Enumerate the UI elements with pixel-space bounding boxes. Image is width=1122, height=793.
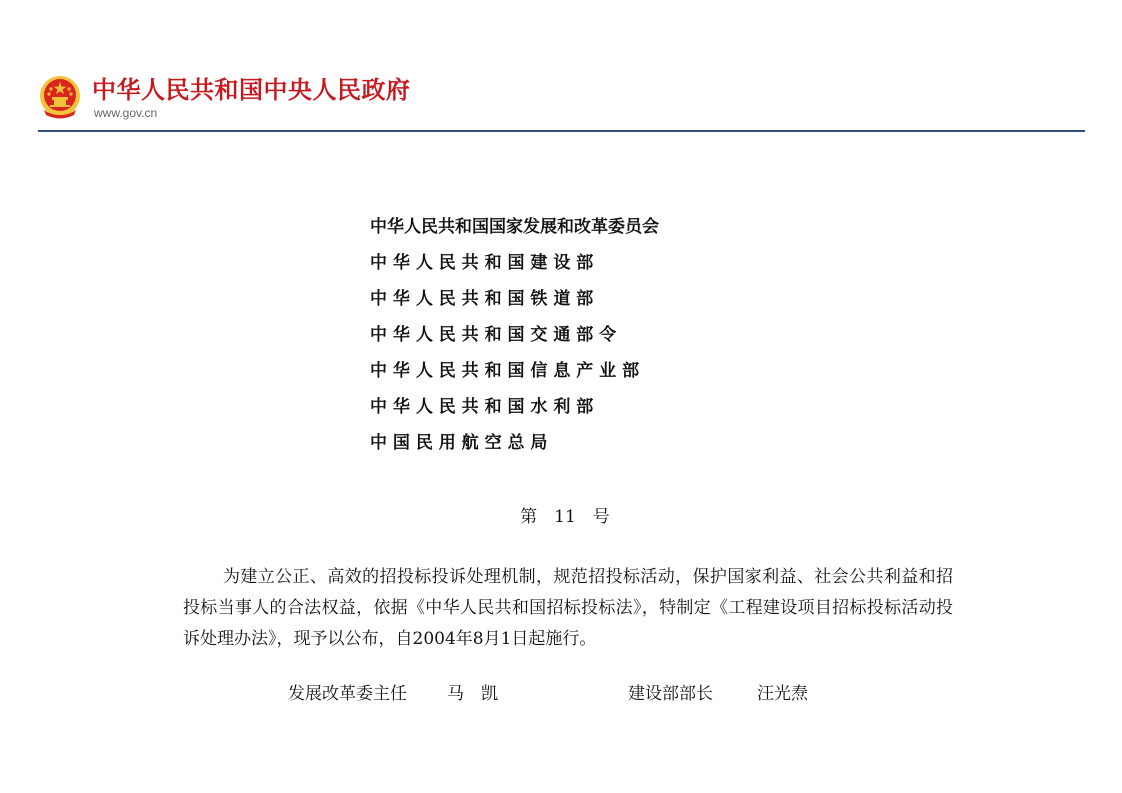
national-emblem-icon bbox=[38, 74, 82, 120]
site-url[interactable]: www.gov.cn bbox=[94, 106, 158, 120]
signature-construction bbox=[628, 680, 808, 708]
issuing-authorities bbox=[370, 213, 780, 465]
issuer-line: 中 华 人 民 共 和 国 交 通 部 令 bbox=[370, 325, 617, 345]
issuer-line: 中 华 人 民 共 和 国 水 利 部 bbox=[370, 397, 594, 417]
site-header bbox=[0, 0, 1122, 140]
signature-name: 汪光焘 bbox=[757, 684, 808, 704]
issuer-line: 中 华 人 民 共 和 国 信 息 产 业 部 bbox=[370, 361, 640, 381]
issuer-line: 中 华 人 民 共 和 国 建 设 部 bbox=[370, 253, 594, 273]
issuer-line: 中 华 人 民 共 和 国 铁 道 部 bbox=[370, 289, 594, 309]
signature-name: 马 凯 bbox=[447, 684, 498, 704]
signature-title: 建设部部长 bbox=[628, 684, 713, 704]
order-number: 第 11 号 bbox=[520, 507, 610, 527]
body-paragraph: 为建立公正、高效的招投标投诉处理机制，规范招投标活动，保护国家利益、社会公共利益和招投标当事人的合法权益，依据《中华人民共和国招标投标法》，特制定《工程建设项目招标投标活动投诉处理办法》，现予以公布，自2004年8月1日起施行。 bbox=[183, 567, 953, 649]
issuer-line: 中华人民共和国国家发展和改革委员会 bbox=[370, 217, 659, 237]
issuer-line: 中 国 民 用 航 空 总 局 bbox=[370, 433, 548, 453]
site-title[interactable]: 中华人民共和国中央人民政府 bbox=[92, 76, 411, 104]
signature-title: 发展改革委主任 bbox=[288, 684, 407, 704]
header-divider bbox=[38, 130, 1085, 132]
signature-ndrc bbox=[288, 680, 498, 708]
